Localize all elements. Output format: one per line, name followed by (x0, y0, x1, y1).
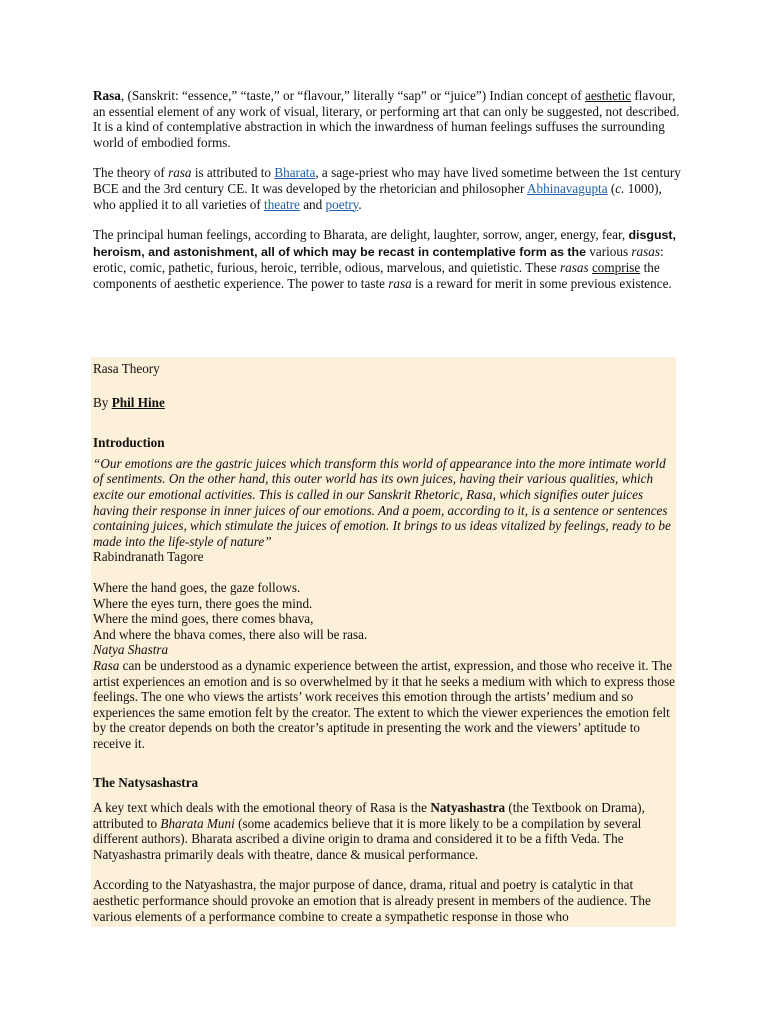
natyashastra-paragraph-2: According to the Natyashastra, the major purpose of dance, drama, ritual and poetry is catalytic in that aesthetic performance should provoke an emotion that is already present in members of the audience. The various elements of a performance combine to create a sympathetic response in those who (93, 877, 651, 924)
term-rasa: Rasa (93, 88, 121, 103)
verse-source: Natya Shastra (93, 642, 169, 658)
rasa-theory-content (93, 361, 677, 924)
introduction-heading: Introduction (93, 435, 165, 451)
verse-line: Where the mind goes, there comes bhava, (93, 611, 314, 627)
link-bharata[interactable]: Bharata (274, 165, 316, 181)
verse-line: Where the eyes turn, there goes the mind. (93, 595, 313, 611)
natyashastra-heading: The Natysashastra (93, 775, 199, 791)
article-paragraph-3: The principal human feelings, according to Bharata, are delight, laughter, sorrow, anger, energy, fear, disgust, heroism, and astonishment, all of which may be recast in contemplative form as the various rasas: erotic, comic, pathetic, furious, heroic, terrible, odious, marvelous, and quietistic. These rasas comprise the components of aesthetic experience. The power to taste rasa is a reward for merit in some previous existence. (93, 227, 676, 291)
tagore-quote: “Our emotions are the gastric juices which transform this world of appearance into the more intimate world of sentiments. On the other hand, this outer world has its own juices, having their various qualities, which excite our emotional activities. This is called in our Sanskrit Rhetoric, Rasa, which signifies outer juices having their response in inner juices of our emotions. And a poem, according to it, is a sentence or sentences containing juices, which stimulate the juices of emotion. It brings to us ideas vitalized by feelings, ready to be made into the life-style of nature” (93, 455, 671, 549)
article-paragraph-2: The theory of rasa is attributed to Bharata, a sage-priest who may have lived sometime between the 1st century BCE and the 3rd century CE. It was developed by the rhetorician and philosopher Abhinavagupta (c. 1000), who applied it to all varieties of theatre and poetry. (93, 165, 681, 212)
link-theatre[interactable]: theatre (264, 196, 300, 212)
article-paragraph-1: Rasa, (Sanskrit: “essence,” “taste,” or “flavour,” literally “sap” or “juice”) Indian concept of aesthetic flavour, an essential element of any work of visual, literary, or performing art that can only be suggested, not described. It is a kind of contemplative abstraction in which the inwardness of human feelings suffuses the surrounding world of embodied forms. (93, 88, 680, 150)
verse-line: And where the bhava comes, there also will be rasa. (93, 626, 368, 642)
link-poetry[interactable]: poetry (325, 196, 359, 212)
link-abhinavagupta[interactable]: Abhinavagupta (526, 180, 608, 196)
link-aesthetic[interactable]: aesthetic (584, 88, 632, 103)
word-comprise: comprise (591, 260, 641, 276)
rasa-paragraph: Rasa can be understood as a dynamic experience between the artist, expression, and those who receive it. The artist experiences an emotion and is so overwhelmed by it that he seeks a medium with which to express those feelings. The one who views the artists’ work receives this emotion through the artists’ medium and so experiences the same emotion felt by the creator. The extent to which the viewer experiences the emotion felt by the creator depends on both the creator’s aptitude in presenting the work and the viewers’ aptitude to receive it. (93, 657, 675, 751)
quote-author: Rabindranath Tagore (93, 549, 204, 565)
byline: By Phil Hine (93, 394, 165, 410)
author-link[interactable]: Phil Hine (111, 394, 165, 410)
article-section (93, 88, 683, 292)
natyashastra-paragraph-1: A key text which deals with the emotional theory of Rasa is the Natyashastra (the Textbook on Drama), attributed to Bharata Muni (some academics believe that it is more likely to be a compilation by several different authors). Bharata ascribed a divine origin to drama and considered it to be a fifth Veda. The Natyashastra primarily deals with theatre, dance & musical performance. (93, 800, 645, 862)
verse-block (93, 580, 677, 658)
box-title: Rasa Theory (93, 361, 160, 376)
verse-line: Where the hand goes, the gaze follows. (93, 579, 301, 595)
